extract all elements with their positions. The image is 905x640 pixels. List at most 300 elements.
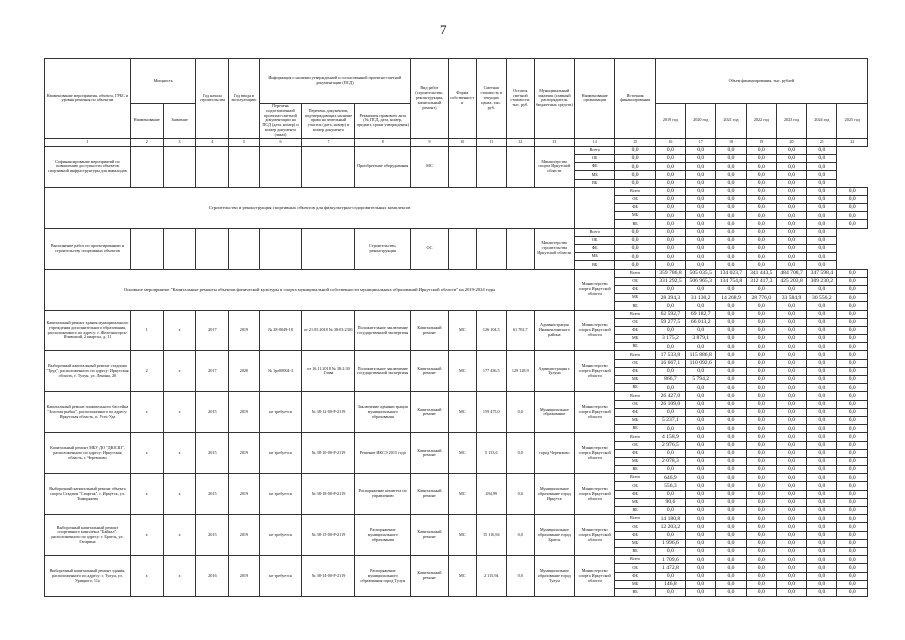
source-label: ОБ <box>615 400 655 408</box>
fin-value: 556,3 <box>655 482 685 490</box>
fin-value: 115 886,8 <box>686 351 716 359</box>
source-label: ФБ <box>615 204 655 212</box>
fin-value: 90,6 <box>655 498 685 506</box>
source-label: ВБ <box>615 466 655 474</box>
fin-value: 0,0 <box>716 474 746 482</box>
fin-value: 0,0 <box>716 433 746 441</box>
source-label: Всего <box>615 351 655 359</box>
fin-value: 0,0 <box>807 318 837 326</box>
source-label: ОБ <box>615 277 655 285</box>
object-org: Министерство спорта Иркутской области <box>575 556 615 597</box>
object-cost: 494,99 <box>476 474 506 515</box>
source-label: ВБ <box>575 261 615 269</box>
fin-value: 0,0 <box>746 318 776 326</box>
object-work: Капитальный ремонт <box>411 515 449 556</box>
fin-value: 866,7 <box>655 376 685 384</box>
fin-value: 0,0 <box>716 449 746 457</box>
fin-value: 0,0 <box>807 220 837 228</box>
fin-value: 0,0 <box>686 400 716 408</box>
fin-value: 0,0 <box>716 523 746 531</box>
fin-value: 0,0 <box>837 433 868 441</box>
hdr-year: 2024 год <box>807 104 837 139</box>
object-org: Министерство спорта Иркутской области <box>575 392 615 433</box>
object-y1: 2015 <box>196 474 229 515</box>
fin-value: 0,0 <box>776 539 806 547</box>
object-form: МС <box>448 433 476 474</box>
source-label: Всего <box>575 146 615 154</box>
object-org: Министерство спорта Иркутской области <box>575 310 615 351</box>
fin-value: 0,0 <box>746 498 776 506</box>
fin-value: 0,0 <box>686 367 716 375</box>
fin-value: 0,0 <box>716 384 746 392</box>
empty-cell <box>506 146 534 187</box>
fin-value: 0,0 <box>746 285 776 293</box>
object-psd2: № 38-10-00-Р-2119 <box>302 433 355 474</box>
source-label: ОБ <box>615 482 655 490</box>
object-psd1: № 1ре00004-3 <box>259 351 302 392</box>
fin-value: 0,0 <box>686 547 716 555</box>
fin-value: 0,0 <box>655 547 685 555</box>
hdr-psd-1: Перечень подготовленной проектно-сметной документации на ПСД (дата, номер) и номер документа (заказ) <box>259 104 302 139</box>
fin-value: 146,8 <box>655 580 685 588</box>
source-label: МБ <box>615 335 655 343</box>
object-rem: 0,0 <box>506 515 534 556</box>
object-cost: 15 116,94 <box>476 515 506 556</box>
fin-value: 0,0 <box>776 580 806 588</box>
empty-cell <box>259 228 302 269</box>
fin-value: 0,0 <box>716 343 746 351</box>
column-number: 1 <box>45 138 131 146</box>
column-number: 7 <box>302 138 355 146</box>
object-psd3: Положительное заключение государственной экспертизы <box>355 310 411 351</box>
fin-value: 0,0 <box>655 384 685 392</box>
fin-value: 0,0 <box>776 351 806 359</box>
fin-value: 0,0 <box>686 507 716 515</box>
fin-value: 0,0 <box>807 245 837 253</box>
fin-value: 0,0 <box>746 564 776 572</box>
fin-value: 0,0 <box>807 539 837 547</box>
fin-value: 28 776,0 <box>746 294 776 302</box>
fin-value: 0,0 <box>686 588 716 596</box>
fin-value: 0,0 <box>716 515 746 523</box>
fin-value: 0,0 <box>655 212 685 220</box>
source-label: ВБ <box>615 588 655 596</box>
fin-value: 0,0 <box>716 195 746 203</box>
column-number: 18 <box>716 138 746 146</box>
fin-value: 0,0 <box>686 171 716 179</box>
fin-value: 0,0 <box>776 433 806 441</box>
fin-value: 0,0 <box>686 523 716 531</box>
fin-value: 0,0 <box>716 285 746 293</box>
fin-value: 0,0 <box>716 367 746 375</box>
section-form: ОС <box>411 228 449 269</box>
empty-cell <box>506 228 534 269</box>
fin-value: 0,0 <box>746 236 776 244</box>
fin-value: 0,0 <box>837 310 868 318</box>
object-form: МС <box>448 474 476 515</box>
fin-value: 0,0 <box>776 359 806 367</box>
fin-value: 0,0 <box>655 179 685 187</box>
fin-value: 0,0 <box>746 449 776 457</box>
fin-value: 0,0 <box>686 220 716 228</box>
object-y1: 2016 <box>196 556 229 597</box>
object-name: Выборочный капитальный ремонт объекта спорта Стадион "Спартак", г. Иркутск, ул. Тимирязева <box>45 474 131 515</box>
source-label: Всего <box>615 556 655 564</box>
object-work: Капитальный ремонт <box>411 351 449 392</box>
fin-value: 0,0 <box>716 163 746 171</box>
fin-value: 0,0 <box>655 588 685 596</box>
fin-value: 0,0 <box>686 449 716 457</box>
empty-cell <box>163 146 196 187</box>
fin-value: 0,0 <box>776 261 806 269</box>
fin-value: 26 109,0 <box>655 400 685 408</box>
source-label: ОБ <box>615 359 655 367</box>
object-form: МС <box>448 351 476 392</box>
fin-value: 0,0 <box>686 580 716 588</box>
object-form: МС <box>448 556 476 597</box>
fin-value: 0,0 <box>776 515 806 523</box>
fin-value: 0,0 <box>716 466 746 474</box>
object-y2: 2019 <box>229 556 259 597</box>
fin-value: 31 130,2 <box>686 294 716 302</box>
column-number: 21 <box>807 138 837 146</box>
fin-value: 0,0 <box>716 547 746 555</box>
fin-value: 0,0 <box>655 343 685 351</box>
fin-value: 0,0 <box>807 490 837 498</box>
fin-value: 0,0 <box>837 376 868 384</box>
object-grbs: Администрация г. Тулуна <box>534 351 574 392</box>
fin-value: 0,0 <box>746 457 776 465</box>
fin-value: 0,0 <box>746 367 776 375</box>
hdr-year: 2019 год <box>655 104 685 139</box>
fin-value: 0,0 <box>686 556 716 564</box>
fin-value: 0,0 <box>746 187 776 195</box>
column-number: 14 <box>575 138 615 146</box>
fin-value: 0,0 <box>746 408 776 416</box>
fin-value: 0,0 <box>837 425 868 433</box>
hdr-year: 2020 год <box>686 104 716 139</box>
fin-value: 0,0 <box>837 466 868 474</box>
source-label: ВБ <box>615 220 655 228</box>
fin-value: 0,0 <box>746 220 776 228</box>
object-y1: 2015 <box>196 392 229 433</box>
source-label: Всего <box>615 392 655 400</box>
fin-value: 0,0 <box>807 310 837 318</box>
source-label: ФБ <box>615 531 655 539</box>
column-number-row <box>45 138 868 146</box>
fin-value: 0,0 <box>776 457 806 465</box>
fin-value: 0,0 <box>807 204 837 212</box>
fin-value: 0,0 <box>615 146 655 154</box>
fin-value: 0,0 <box>615 179 655 187</box>
empty-cell <box>448 228 476 269</box>
object-y2: 2019 <box>229 392 259 433</box>
fin-value: 0,0 <box>837 474 868 482</box>
object-psd2: от 16.11.2018 № 38:2:30 Глава <box>302 351 355 392</box>
object-mosh-b: х <box>163 310 196 351</box>
fin-value: 0,0 <box>776 367 806 375</box>
fin-value: 3 879,1 <box>686 335 716 343</box>
fin-value: 1 996,6 <box>655 539 685 547</box>
object-cost: 177 436,5 <box>476 351 506 392</box>
fin-value: 0,0 <box>776 531 806 539</box>
fin-value: 0,0 <box>655 236 685 244</box>
fin-value: 0,0 <box>776 408 806 416</box>
hdr-year-build: Год начала строительства <box>196 59 229 139</box>
fin-value: 0,0 <box>686 326 716 334</box>
empty-cell <box>448 146 476 187</box>
column-number: 2 <box>130 138 163 146</box>
fin-value: 0,0 <box>776 425 806 433</box>
fin-value: 0,0 <box>615 236 655 244</box>
object-y1: 2017 <box>196 310 229 351</box>
fin-value: 0,0 <box>776 326 806 334</box>
fin-value: 0,0 <box>716 245 746 253</box>
fin-value: 0,0 <box>686 425 716 433</box>
source-label: ФБ <box>615 490 655 498</box>
empty-cell <box>229 146 259 187</box>
fin-value: 0,0 <box>716 261 746 269</box>
object-form: МС <box>448 310 476 351</box>
object-name: Выборочный капитальный ремонт спортивного комплекса "Байкал", расположенного по адресу: г. Братск, ул. Гагарина <box>45 515 131 556</box>
object-cost: 2 115,94 <box>476 556 506 597</box>
object-rem: 61 702,7 <box>506 310 534 351</box>
fin-value: 0,0 <box>776 441 806 449</box>
fin-value: 0,0 <box>807 195 837 203</box>
object-name: Капитальный ремонт плавательного бассейна "Золотая рыбка", расположенного по адресу: Иркутская область, п. Усть-Уда <box>45 392 131 433</box>
fin-value: 0,0 <box>837 326 868 334</box>
fin-value: 0,0 <box>686 285 716 293</box>
fin-value: 0,0 <box>615 163 655 171</box>
fin-value: 0,0 <box>746 482 776 490</box>
fin-value: 0,0 <box>746 515 776 523</box>
fin-value: 69 182,7 <box>686 310 716 318</box>
fin-value: 0,0 <box>837 343 868 351</box>
section-grbs: Министерство строительства Иркутской области <box>534 228 574 269</box>
fin-value: 0,0 <box>807 441 837 449</box>
fin-value: 0,0 <box>807 302 837 310</box>
object-row <box>45 351 868 359</box>
fin-value: 0,0 <box>807 253 837 261</box>
object-row <box>45 474 868 482</box>
fin-value: 0,0 <box>686 228 716 236</box>
fin-value: 0,0 <box>655 507 685 515</box>
fin-value: 0,0 <box>776 376 806 384</box>
fin-value: 0,0 <box>716 179 746 187</box>
fin-value: 0,0 <box>655 261 685 269</box>
fin-value: 134 754,8 <box>716 277 746 285</box>
hdr-year: 2023 год <box>776 104 806 139</box>
source-label: Всего <box>575 228 615 236</box>
fin-value: 0,0 <box>837 523 868 531</box>
fin-value: 0,0 <box>686 490 716 498</box>
fin-value: 0,0 <box>837 302 868 310</box>
empty-cell <box>196 228 229 269</box>
fin-value: 0,0 <box>776 572 806 580</box>
fin-value: 28 394,3 <box>655 294 685 302</box>
fin-value: 0,0 <box>807 146 837 154</box>
fin-value: 14 268,9 <box>716 294 746 302</box>
hdr-name: Наименование мероприятия, объекта, ГРБС и уровня решения по объектам <box>45 59 131 139</box>
fin-value: 0,0 <box>716 400 746 408</box>
fin-value: 0,0 <box>655 171 685 179</box>
fin-value: 0,0 <box>837 351 868 359</box>
object-psd2: № 38-15-00-Р-2119 <box>302 515 355 556</box>
fin-value: 0,0 <box>807 163 837 171</box>
source-label: ФБ <box>615 408 655 416</box>
section-title: Выполнение работ по проектированию и строительству спортивных объектов <box>45 228 131 269</box>
source-label: МБ <box>615 539 655 547</box>
fin-value: 0,0 <box>837 515 868 523</box>
fin-value: 0,0 <box>746 588 776 596</box>
object-psd2: от 21.05.2018 № 38:03:2301 <box>302 310 355 351</box>
fin-value: 0,0 <box>655 367 685 375</box>
hdr-work: Вид работ (строительство, реконструкция, капитальный ремонт) <box>411 59 449 139</box>
fin-value: 0,0 <box>686 392 716 400</box>
object-org: Министерство спорта Иркутской области <box>575 515 615 556</box>
fin-value: 0,0 <box>807 171 837 179</box>
fin-value: 0,0 <box>615 245 655 253</box>
fin-value: 0,0 <box>686 302 716 310</box>
source-label: МБ <box>615 376 655 384</box>
empty-cell <box>302 146 355 187</box>
fin-value: 0,0 <box>837 539 868 547</box>
fin-value: 0,0 <box>776 556 806 564</box>
fin-value: 0,0 <box>655 253 685 261</box>
fin-value: 0,0 <box>807 351 837 359</box>
fin-value: 0,0 <box>837 269 868 277</box>
fin-value: 0,0 <box>615 228 655 236</box>
fin-value: 0,0 <box>746 490 776 498</box>
fin-value: 0,0 <box>776 416 806 424</box>
fin-value: 0,0 <box>655 466 685 474</box>
fin-value: 0,0 <box>716 441 746 449</box>
fin-value: 0,0 <box>716 425 746 433</box>
fin-value: 0,0 <box>615 261 655 269</box>
fin-value: 312 417,3 <box>746 277 776 285</box>
fin-value: 0,0 <box>686 564 716 572</box>
fin-value: 0,0 <box>746 163 776 171</box>
fin-value: 0,0 <box>686 531 716 539</box>
hdr-year-enter: Год ввода в эксплуатацию <box>229 59 259 139</box>
fin-value: 0,0 <box>655 187 685 195</box>
object-y2: 2020 <box>229 351 259 392</box>
fin-value: 0,0 <box>686 146 716 154</box>
fin-value: 505 035,5 <box>686 269 716 277</box>
column-number: 5 <box>229 138 259 146</box>
object-mosh-b: х <box>163 433 196 474</box>
object-psd3: Распоряжение комитета по управлению <box>355 474 411 515</box>
fin-value: 0,0 <box>807 359 837 367</box>
fin-value: 0,0 <box>746 228 776 236</box>
source-label: ФБ <box>615 572 655 580</box>
fin-value: 59 277,5 <box>655 318 685 326</box>
source-label: МБ <box>575 253 615 261</box>
fin-value: 0,0 <box>686 515 716 523</box>
fin-value: 17 533,8 <box>655 351 685 359</box>
fin-value: 0,0 <box>655 425 685 433</box>
fin-value: 0,0 <box>716 498 746 506</box>
fin-value: 0,0 <box>837 318 868 326</box>
fin-value: 0,0 <box>686 343 716 351</box>
fin-value: 0,0 <box>776 547 806 555</box>
fin-value: 0,0 <box>746 326 776 334</box>
fin-value: 0,0 <box>655 228 685 236</box>
fin-value: 0,0 <box>716 572 746 580</box>
fin-value: 0,0 <box>776 195 806 203</box>
fin-value: 0,0 <box>807 179 837 187</box>
fin-value: 0,0 <box>746 531 776 539</box>
fin-value: 0,0 <box>837 285 868 293</box>
fin-value: 0,0 <box>655 154 685 162</box>
object-name: Выборочный капитальный ремонт стадиона "Труд", расположенного по адресу: Иркутская область, г. Тулун, ул. Ленина, 20 <box>45 351 131 392</box>
fin-value: 0,0 <box>716 457 746 465</box>
fin-value: 0,0 <box>776 245 806 253</box>
fin-value: 0,0 <box>716 580 746 588</box>
fin-value: 0,0 <box>807 580 837 588</box>
object-cost: 159 475,0 <box>476 392 506 433</box>
object-name: Капитальный ремонт здания муниципального учреждения дополнительного образования, расположенного по адресу: г. Железногорск-Илимский, 2 квартал, д. 11 <box>45 310 131 351</box>
fin-value: 0,0 <box>807 449 837 457</box>
fin-value: 0,0 <box>776 343 806 351</box>
fin-value: 0,0 <box>837 441 868 449</box>
fin-value: 0,0 <box>807 531 837 539</box>
source-label: МБ <box>615 294 655 302</box>
fin-value: 0,0 <box>776 228 806 236</box>
source-label: ВБ <box>615 302 655 310</box>
source-label: ОБ <box>575 154 615 162</box>
fin-value: 0,0 <box>776 154 806 162</box>
object-psd1: не требуется <box>259 474 302 515</box>
fin-value: 0,0 <box>746 523 776 531</box>
fin-value: 0,0 <box>837 212 868 220</box>
fin-value: 0,0 <box>655 326 685 334</box>
object-y1: 2017 <box>196 351 229 392</box>
object-row <box>45 433 868 441</box>
fin-value: 0,0 <box>746 547 776 555</box>
hdr-src: Источник финансирования <box>615 59 655 139</box>
fin-value: 0,0 <box>807 154 837 162</box>
fin-value: 0,0 <box>837 482 868 490</box>
object-mosh-a: 2 <box>130 351 163 392</box>
fin-value: 341 443,5 <box>746 269 776 277</box>
fin-value: 0,0 <box>746 400 776 408</box>
fin-value: 0,0 <box>686 154 716 162</box>
fin-value: 0,0 <box>655 285 685 293</box>
fin-value: 0,0 <box>716 335 746 343</box>
fin-value: 30 556,2 <box>807 294 837 302</box>
hdr-mosh-b: Значение <box>163 104 196 139</box>
section-row <box>45 187 868 195</box>
object-name: Капитальный ремонт МБУ ДО "ДЮСШ", расположенного по адресу: Иркутская область, г. Черемхово <box>45 433 131 474</box>
fin-value: 0,0 <box>686 416 716 424</box>
fin-value: 16 667,1 <box>655 359 685 367</box>
fin-value: 14 180,8 <box>655 515 685 523</box>
fin-value: 0,0 <box>686 572 716 580</box>
fin-value: 0,0 <box>837 367 868 375</box>
object-grbs: Муниципальное образование город Иркутск <box>534 474 574 515</box>
object-grbs: Муниципальное образование город Братск <box>534 515 574 556</box>
fin-value: 0,0 <box>686 457 716 465</box>
fin-value: 331 292,5 <box>655 277 685 285</box>
fin-value: 0,0 <box>807 507 837 515</box>
column-number: 17 <box>686 138 716 146</box>
program-table <box>44 58 868 597</box>
fin-value: 0,0 <box>776 179 806 187</box>
fin-value: 0,0 <box>655 302 685 310</box>
object-mosh-b: х <box>163 392 196 433</box>
fin-value: 0,0 <box>837 416 868 424</box>
